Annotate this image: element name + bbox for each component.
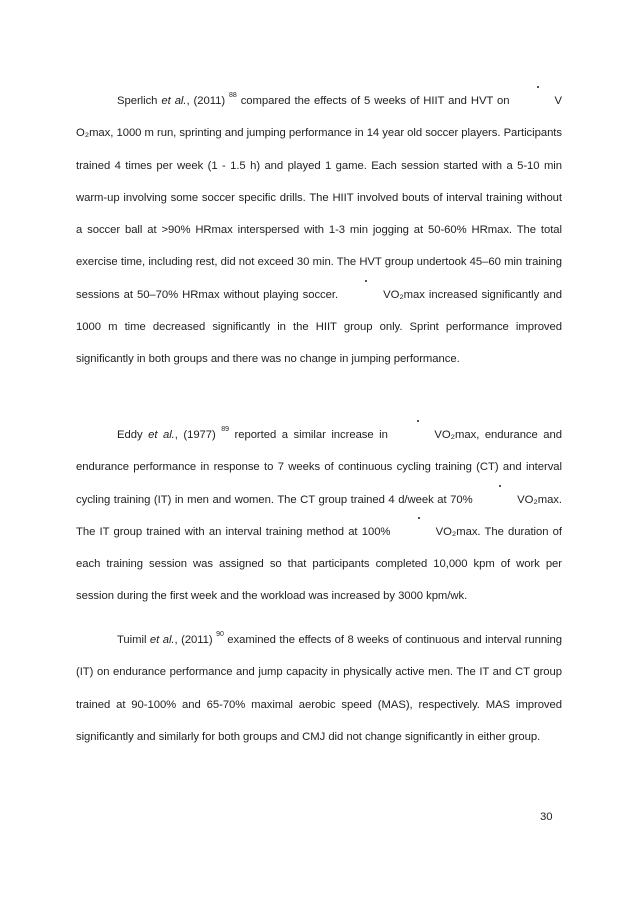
v-dot: V (393, 419, 442, 451)
paragraph-text: , 1000 m run, sprinting and jumping performance in 14 year old soccer players. Participants trained 4 times per week (1 - 1.5 h) and played 1 game. Each session started with a 5-10 min warm-up involving some soccer specific drills. The HIIT involved bouts of interval training without a soccer ball at >90% HRmax interspersed with 1-3 min jogging at 50-60% HRmax. The total exercise time, including rest, did not exceed 30 min. The HVT group undertook 45–60 min training sessions at 50–70% HRmax without playing soccer. (76, 127, 562, 301)
v-dot: V (514, 85, 563, 117)
paragraph-text: . The duration of each training session was assigned so that participants completed 10,000 kpm of work per session during the first week and the workload was increased by 3000 kpm/wk. (76, 525, 563, 603)
author: Tuimil (117, 634, 150, 646)
page-number: 30 (540, 811, 553, 823)
paragraph-text: reported a similar increase in (228, 429, 394, 441)
reference-number: 89 (221, 426, 229, 433)
o2max: O₂max (524, 493, 559, 506)
year: , (1977) (174, 429, 222, 441)
v-dot: V (476, 484, 525, 516)
year: , (2011) (186, 95, 230, 107)
et-al: et al. (148, 429, 175, 441)
author: Sperlich (117, 95, 158, 107)
o2max: O₂max (76, 127, 111, 140)
o2max: O₂max (441, 429, 477, 441)
o2max: O₂max (390, 288, 425, 301)
reference-number: 90 (216, 631, 224, 638)
paragraph-sperlich (76, 85, 562, 376)
author: Eddy (117, 429, 149, 441)
paragraph-text: examined the effects of 8 weeks of continuous and interval running (IT) on endurance performance and jump capacity in physically active men. The IT and CT group trained at 90-100% and 65-70% maximal aerobic speed (MAS), respectively. MAS improved significantly and similarly for both groups and CMJ did not change significantly in either group. (76, 634, 562, 743)
paragraph-text: increased significantly and 1000 m time decreased significantly in the HIIT group only. Sprint performance improved significantly in both groups and there was no change in jumping performance. (76, 288, 562, 366)
paragraph-text: compared the effects of 5 weeks of HIIT and HVT on (236, 95, 514, 107)
year: , (2011) (174, 634, 217, 646)
paragraph-tuimil (76, 624, 562, 753)
v-dot: V (342, 279, 391, 311)
v-dot: V (395, 516, 444, 548)
paragraph-text: , endurance and endurance performance in response to 7 weeks of continuous cycling training (CT) and interval cycling training (IT) in men and women. The CT group trained 4 d/week at 70% (76, 429, 563, 506)
paragraph-text: . The IT group trained with an interval training method at 100% (76, 493, 562, 538)
paragraph-eddy (76, 419, 562, 613)
reference-number: 88 (229, 92, 237, 99)
o2max: O₂max (443, 525, 478, 538)
et-al: et al. (149, 634, 175, 646)
et-al: et al. (161, 95, 187, 107)
